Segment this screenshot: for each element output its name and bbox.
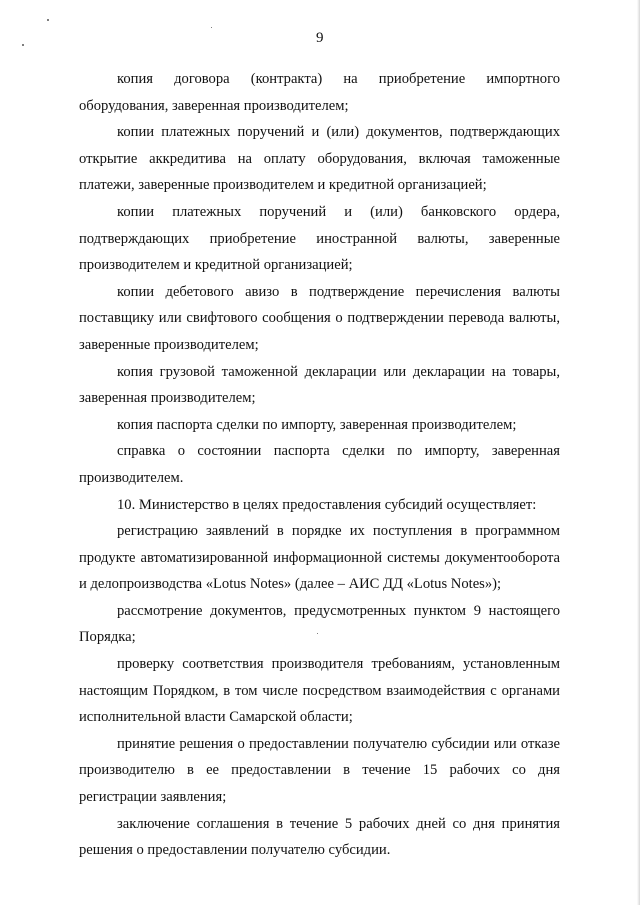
paragraph-application-registration: регистрацию заявлений в порядке их поступления в программном продукте автоматизированной информационной системы документооборота и делопроизводства «Lotus Notes» (далее – АИС ДД «Lotus Notes»);: [79, 523, 560, 593]
document-body: [79, 66, 560, 864]
paragraph-payment-orders-currency: копии платежных поручений и (или) банковского ордера, подтверждающих приобретение иностранной валюты, заверенные производителем и кредитной организацией;: [79, 203, 560, 274]
paragraph-customs-declaration: копия грузовой таможенной декларации или декларации на товары, заверенная производителем;: [79, 363, 560, 407]
paragraph-subsidy-decision: принятие решения о предоставлении получателю субсидии или отказе производителю в ее предоставлении в течение 15 рабочих со дня регистрации заявления;: [79, 735, 560, 806]
paragraph-producer-compliance-check: проверку соответствия производителя требованиям, установленным настоящим Порядком, в том числе посредством взаимодействия с органами исполнительной власти Самарской области;: [79, 656, 560, 726]
scan-speck: [47, 19, 49, 21]
scan-speck: [211, 27, 212, 28]
paragraph-agreement-conclusion: заключение соглашения в течение 5 рабочих дней со дня принятия решения о предоставлении получателю субсидии.: [79, 815, 560, 859]
paragraph-contract-copy: копия договора (контракта) на приобретение импортного оборудования, заверенная производителем;: [79, 71, 560, 114]
paragraph-debit-advice: копии дебетового авизо в подтверждение перечисления валюты поставщику или свифтового сообщения о подтверждении перевода валюты, заверенные производителем;: [79, 283, 560, 353]
paragraph-payment-orders-letter-of-credit: копии платежных поручений и (или) документов, подтверждающих открытие аккредитива на оплату оборудования, включая таможенные платежи, заверенные производителем и кредитной организацией;: [79, 124, 560, 194]
paragraph-deal-passport-copy: копия паспорта сделки по импорту, заверенная производителем;: [117, 416, 517, 433]
paragraph-section-10-heading: 10. Министерство в целях предоставления субсидий осуществляет:: [117, 496, 537, 513]
page-number: 9: [316, 30, 324, 46]
paragraph-deal-passport-status: справка о состоянии паспорта сделки по импорту, заверенная производителем.: [79, 443, 560, 486]
paragraph-document-review: рассмотрение документов, предусмотренных пунктом 9 настоящего Порядка;: [79, 602, 560, 646]
